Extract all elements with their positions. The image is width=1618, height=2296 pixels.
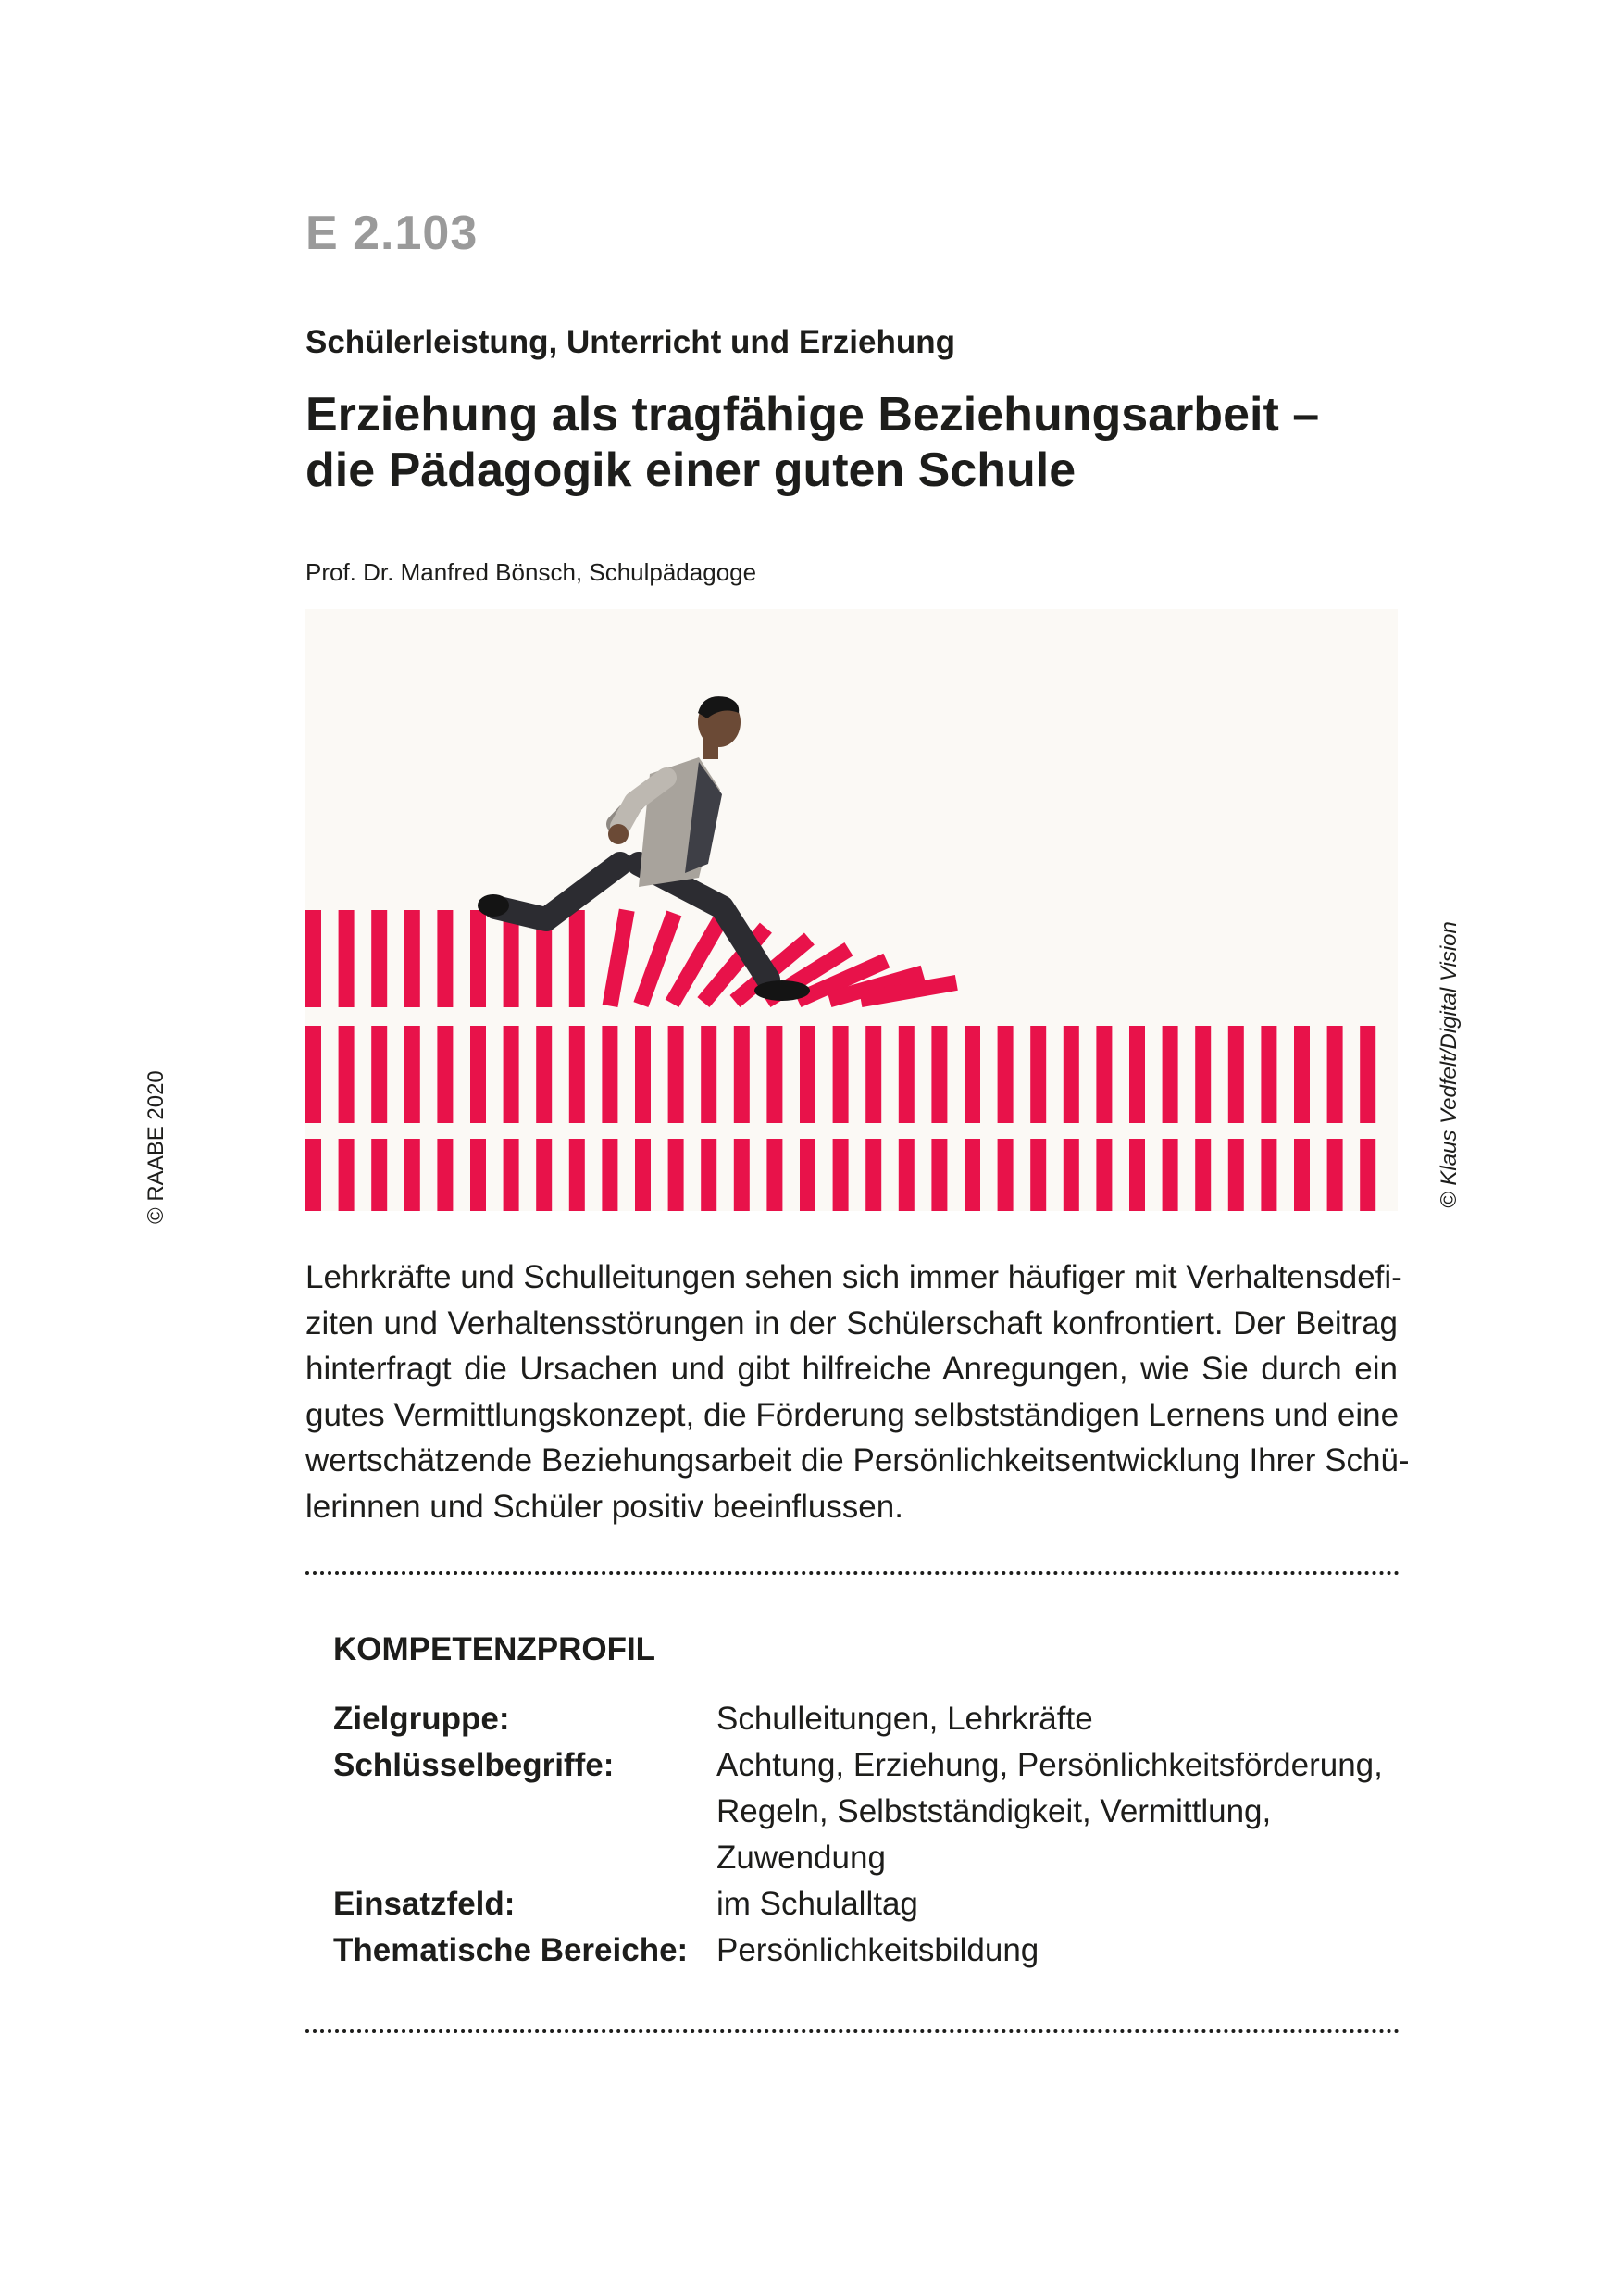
- domino: [701, 1139, 716, 1211]
- domino: [437, 1139, 453, 1211]
- photo-credit: © Klaus Vedfelt/Digital Vision: [1437, 921, 1462, 1208]
- domino: [833, 1139, 849, 1211]
- kp-label: Thematische Bereiche:: [333, 1932, 689, 1968]
- domino: [1261, 1139, 1276, 1211]
- abstract-line: wertschätzende Beziehungsarbeit die Persönlichkeitsentwicklung Ihrer Schü-: [305, 1442, 1410, 1479]
- domino: [701, 1026, 716, 1123]
- domino: [766, 1026, 782, 1123]
- domino: [1228, 1026, 1244, 1123]
- domino: [1360, 1026, 1375, 1123]
- domino: [766, 1139, 782, 1211]
- domino: [404, 910, 420, 1007]
- kp-row-thematische-bereiche: [333, 1928, 1398, 1974]
- domino: [998, 1139, 1014, 1211]
- domino: [1030, 1026, 1046, 1123]
- domino: [1294, 1139, 1310, 1211]
- domino: [371, 1139, 387, 1211]
- domino: [339, 1139, 355, 1211]
- kp-label: Zielgruppe:: [333, 1701, 510, 1737]
- kp-value: [716, 1928, 1398, 1974]
- domino: [1294, 1026, 1310, 1123]
- publisher-copyright: © RAABE 2020: [143, 1070, 168, 1224]
- abstract-line: lerinnen und Schüler positiv beeinflussen.: [305, 1488, 903, 1525]
- domino: [965, 1139, 980, 1211]
- domino: [899, 1139, 915, 1211]
- domino: [668, 1139, 684, 1211]
- title-line: die Pädagogik einer guten Schule: [305, 443, 1077, 497]
- domino: [1360, 1139, 1375, 1211]
- domino: [965, 1026, 980, 1123]
- domino: [1163, 1139, 1178, 1211]
- domino: [734, 1026, 750, 1123]
- domino: [931, 1139, 947, 1211]
- domino: [371, 1026, 387, 1123]
- kp-row-schluesselbegriffe: [333, 1742, 1398, 1881]
- domino: [470, 1139, 486, 1211]
- domino: [569, 1139, 585, 1211]
- domino: [635, 1026, 651, 1123]
- kp-value-line: Zuwendung: [716, 1840, 886, 1876]
- domino: [1064, 1026, 1079, 1123]
- domino: [1163, 1026, 1178, 1123]
- domino: [1327, 1139, 1343, 1211]
- domino: [1195, 1026, 1211, 1123]
- domino: [998, 1026, 1014, 1123]
- domino: [602, 1139, 617, 1211]
- domino: [800, 1139, 815, 1211]
- domino: [470, 910, 486, 1007]
- domino: [602, 1026, 617, 1123]
- domino: [404, 1139, 420, 1211]
- domino: [865, 1139, 881, 1211]
- abstract-line: Lehrkräfte und Schulleitungen sehen sich immer häufiger mit Verhaltensdefi-: [305, 1259, 1402, 1295]
- domino: [1327, 1026, 1343, 1123]
- domino: [404, 1026, 420, 1123]
- dotted-divider: [305, 1571, 1400, 1575]
- kp-row-zielgruppe: [333, 1696, 1398, 1742]
- domino: [470, 1026, 486, 1123]
- kp-value-line: im Schulalltag: [716, 1886, 918, 1922]
- author-line: Prof. Dr. Manfred Bönsch, Schulpädagoge: [305, 558, 757, 586]
- domino: [1096, 1026, 1112, 1123]
- domino: [1096, 1139, 1112, 1211]
- kompetenzprofil-heading: KOMPETENZPROFIL: [333, 1631, 656, 1667]
- dotted-divider: [305, 2029, 1400, 2033]
- kp-label: Schlüsselbegriffe:: [333, 1747, 615, 1783]
- abstract-line: ziten und Verhaltensstörungen in der Schülerschaft konfrontiert. Der Beitrag: [305, 1304, 1398, 1341]
- domino: [305, 1026, 321, 1123]
- kp-value-line: Persönlichkeitsbildung: [716, 1932, 1039, 1968]
- domino-illustration: [305, 609, 1398, 1211]
- domino: [536, 1026, 552, 1123]
- domino: [865, 1026, 881, 1123]
- domino: [931, 1026, 947, 1123]
- domino: [1228, 1139, 1244, 1211]
- kp-label: Einsatzfeld:: [333, 1886, 516, 1922]
- domino: [305, 910, 321, 1007]
- jumping-man-figure: [478, 696, 810, 1001]
- domino: [569, 1026, 585, 1123]
- domino: [899, 1026, 915, 1123]
- domino: [635, 1139, 651, 1211]
- domino: [603, 909, 635, 1007]
- domino: [305, 1139, 321, 1211]
- domino: [1030, 1139, 1046, 1211]
- domino: [1261, 1026, 1276, 1123]
- domino: [1129, 1026, 1145, 1123]
- abstract: [305, 1254, 1410, 1529]
- domino: [339, 1026, 355, 1123]
- domino: [833, 1026, 849, 1123]
- kp-row-einsatzfeld: [333, 1881, 1398, 1928]
- domino: [504, 1026, 519, 1123]
- domino: [800, 1026, 815, 1123]
- domino-group: [305, 909, 1375, 1211]
- domino: [569, 910, 585, 1007]
- page-title: [305, 387, 1416, 498]
- kp-value-line: Achtung, Erziehung, Persönlichkeitsförderung,: [716, 1747, 1383, 1783]
- kp-value: [716, 1696, 1398, 1742]
- document-code: E 2.103: [305, 206, 479, 260]
- kp-value: [716, 1881, 1398, 1928]
- domino-graphic: [305, 609, 1398, 1211]
- kp-value-line: Schulleitungen, Lehrkräfte: [716, 1701, 1093, 1737]
- category-label: Schülerleistung, Unterricht und Erziehung: [305, 324, 955, 360]
- domino: [504, 1139, 519, 1211]
- domino: [437, 1026, 453, 1123]
- domino: [1129, 1139, 1145, 1211]
- domino: [668, 1026, 684, 1123]
- title-line: Erziehung als tragfähige Beziehungsarbeit –: [305, 388, 1320, 442]
- domino: [437, 910, 453, 1007]
- kp-value-line: Regeln, Selbstständigkeit, Vermittlung,: [716, 1793, 1272, 1829]
- abstract-line: hinterfragt die Ursachen und gibt hilfreiche Anregungen, wie Sie durch ein: [305, 1351, 1398, 1387]
- domino: [1195, 1139, 1211, 1211]
- domino: [371, 910, 387, 1007]
- domino: [1064, 1139, 1079, 1211]
- kp-value: [716, 1742, 1398, 1881]
- domino: [339, 910, 355, 1007]
- domino: [734, 1139, 750, 1211]
- kompetenzprofil-table: [333, 1696, 1398, 1974]
- domino: [536, 1139, 552, 1211]
- abstract-line: gutes Vermittlungskonzept, die Förderung selbstständigen Lernens und eine: [305, 1396, 1400, 1433]
